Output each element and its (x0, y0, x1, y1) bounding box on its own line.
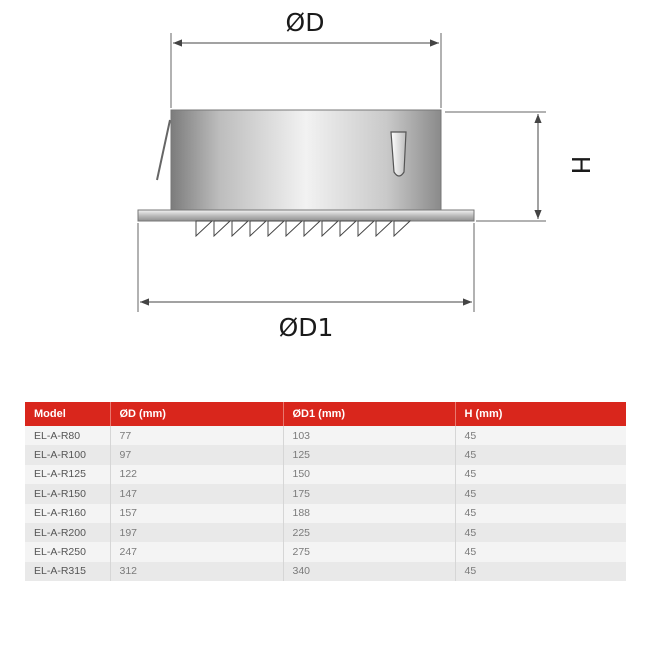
cell-h: 45 (455, 542, 626, 561)
louver-blade (340, 221, 356, 236)
cell-model: EL-A-R125 (25, 465, 110, 484)
table-row (25, 426, 626, 445)
table-row (25, 562, 626, 581)
cell-d: 197 (110, 523, 283, 542)
cell-h: 45 (455, 562, 626, 581)
cell-d1: 340 (283, 562, 455, 581)
table-header-row (25, 402, 626, 426)
cell-d1: 103 (283, 426, 455, 445)
cell-model: EL-A-R315 (25, 562, 110, 581)
louver-blades (196, 221, 410, 236)
specification-table (25, 402, 626, 581)
clip-tab (391, 132, 406, 176)
column-header-h: H (mm) (455, 402, 626, 426)
cell-d: 147 (110, 484, 283, 503)
cell-d1: 125 (283, 445, 455, 464)
louver-blade (304, 221, 320, 236)
column-header-model: Model (25, 402, 110, 426)
louver-blade (250, 221, 266, 236)
cell-d: 157 (110, 504, 283, 523)
cell-model: EL-A-R100 (25, 445, 110, 464)
round-diffuser-illustration (138, 110, 474, 236)
louver-blade (286, 221, 302, 236)
cell-h: 45 (455, 465, 626, 484)
louver-blade (268, 221, 284, 236)
table-row (25, 504, 626, 523)
cell-model: EL-A-R80 (25, 426, 110, 445)
diameter-d1-label: ØD1 (278, 313, 334, 342)
cell-h: 45 (455, 484, 626, 503)
flange (138, 210, 474, 221)
cell-model: EL-A-R150 (25, 484, 110, 503)
spring-clip (157, 120, 170, 180)
cell-model: EL-A-R200 (25, 523, 110, 542)
cell-d: 247 (110, 542, 283, 561)
cell-d: 77 (110, 426, 283, 445)
cell-d1: 175 (283, 484, 455, 503)
table-row (25, 465, 626, 484)
table-row (25, 445, 626, 464)
height-h-label: H (566, 155, 595, 175)
louver-blade (232, 221, 248, 236)
column-header-d1: ØD1 (mm) (283, 402, 455, 426)
table-row (25, 484, 626, 503)
table-row (25, 523, 626, 542)
cell-model: EL-A-R250 (25, 542, 110, 561)
cell-d: 122 (110, 465, 283, 484)
cell-d1: 188 (283, 504, 455, 523)
diameter-d-label: ØD (285, 8, 325, 37)
cell-model: EL-A-R160 (25, 504, 110, 523)
cell-d: 312 (110, 562, 283, 581)
cell-h: 45 (455, 523, 626, 542)
cell-h: 45 (455, 504, 626, 523)
louver-blade (376, 221, 392, 236)
column-header-d: ØD (mm) (110, 402, 283, 426)
louver-blade (394, 221, 410, 236)
height-h-dimension (445, 112, 595, 221)
cell-d1: 225 (283, 523, 455, 542)
diameter-d-dimension (171, 8, 441, 108)
diameter-d1-dimension (138, 223, 474, 342)
cell-h: 45 (455, 426, 626, 445)
cell-h: 45 (455, 445, 626, 464)
cell-d1: 275 (283, 542, 455, 561)
louver-blade (214, 221, 230, 236)
table-row (25, 542, 626, 561)
louver-blade (196, 221, 212, 236)
cell-d1: 150 (283, 465, 455, 484)
cell-d: 97 (110, 445, 283, 464)
louver-blade (322, 221, 338, 236)
louver-blade (358, 221, 374, 236)
